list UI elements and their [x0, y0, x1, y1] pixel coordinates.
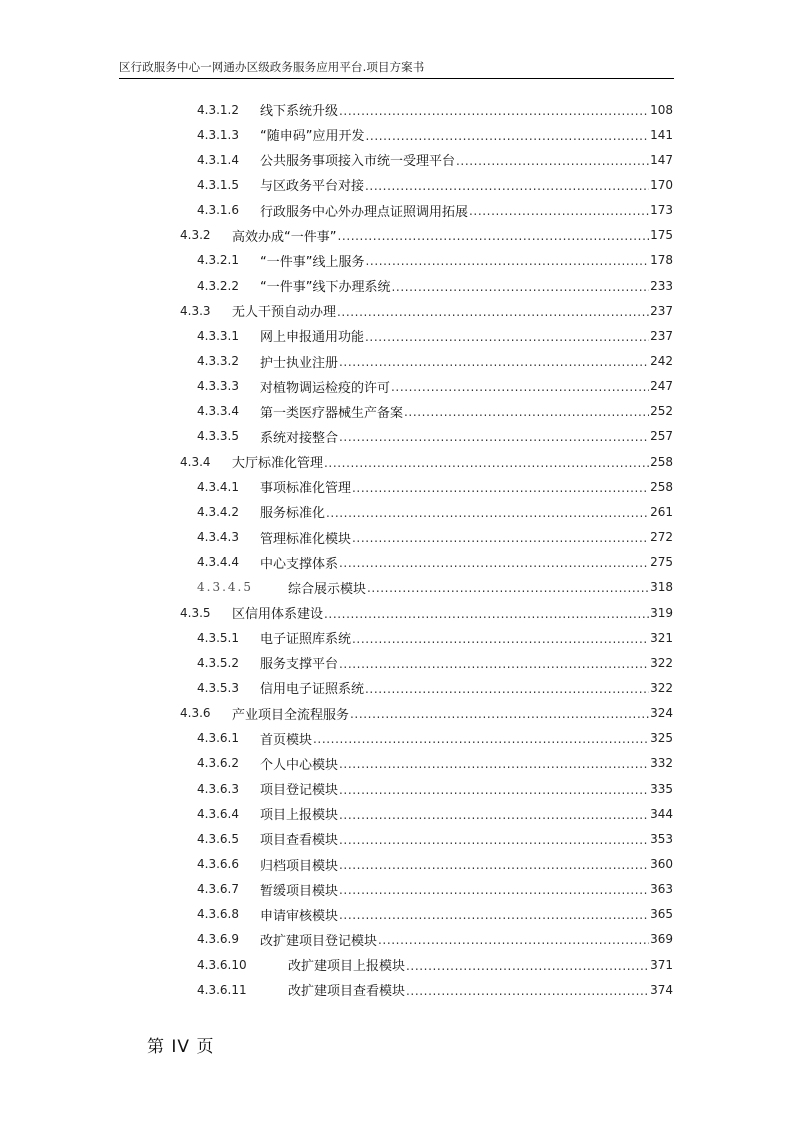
toc-entry-page: 233 — [650, 278, 673, 293]
toc-entry-page: 324 — [650, 706, 673, 721]
toc-dot-leader — [378, 933, 649, 947]
toc-dot-leader — [365, 682, 649, 696]
toc-entry-title: 电子证照库系统 — [260, 632, 352, 648]
toc-entry-title: 对植物调运检疫的许可 — [260, 380, 391, 396]
toc-entry-page: 258 — [650, 479, 673, 494]
toc-entry-title: 护士执业注册 — [260, 355, 339, 371]
toc-entry-number: 4.3.1.6 — [197, 203, 239, 218]
toc-entry-title: 事项标准化管理 — [260, 481, 352, 497]
toc-entry-number: 4.3.4 — [180, 454, 211, 469]
toc-entry-page: 258 — [650, 454, 673, 469]
toc-entry-title: 高效办成“一件事” — [232, 229, 337, 245]
toc-entry[interactable] — [197, 147, 673, 172]
toc-entry[interactable] — [197, 424, 673, 449]
toc-entry-title: 申请审核模块 — [260, 908, 339, 924]
toc-entry-number: 4.3.3.4 — [197, 404, 239, 419]
toc-entry-number: 4.3.6.4 — [197, 806, 239, 821]
toc-dot-leader — [404, 405, 649, 419]
toc-dot-leader — [367, 581, 649, 595]
toc-entry-page: 108 — [650, 102, 673, 117]
toc-entry[interactable] — [197, 575, 673, 600]
toc-entry[interactable] — [197, 952, 673, 977]
toc-entry[interactable] — [197, 97, 673, 122]
toc-dot-leader — [339, 104, 649, 118]
toc-entry-page: 360 — [650, 857, 673, 871]
toc-entry-number: 4.3.2.1 — [197, 253, 239, 268]
toc-entry-title: 中心支撑体系 — [260, 556, 339, 572]
toc-entry-title: 大厅标准化管理 — [232, 456, 324, 472]
toc-entry-title: 综合展示模块 — [288, 581, 367, 597]
toc-entry-number: 4.3.1.3 — [197, 127, 239, 142]
toc-entry-number: 4.3.1.4 — [197, 152, 239, 167]
toc-entry-page: 147 — [650, 152, 673, 167]
toc-entry-title: 管理标准化模块 — [260, 531, 352, 547]
toc-entry[interactable] — [197, 374, 673, 399]
toc-entry-title: 第一类医疗器械生产备案 — [260, 405, 404, 421]
toc-entry-page: 335 — [650, 781, 673, 796]
toc-entry-page: 170 — [650, 177, 673, 192]
toc-entry-title: 项目上报模块 — [260, 808, 339, 824]
toc-entry-page: 344 — [650, 806, 673, 821]
toc-entry[interactable] — [197, 198, 673, 223]
toc-entry-page: 325 — [650, 731, 673, 746]
toc-dot-leader — [339, 858, 649, 872]
toc-entry[interactable] — [180, 223, 673, 248]
toc-dot-leader — [365, 179, 649, 193]
header-divider — [119, 78, 674, 79]
toc-dot-leader — [339, 783, 649, 797]
toc-entry[interactable] — [197, 248, 673, 273]
toc-entry-page: 252 — [650, 404, 673, 419]
toc-entry-number: 4.3.6.7 — [197, 882, 239, 897]
toc-dot-leader — [456, 154, 649, 168]
toc-entry-page: 242 — [650, 354, 673, 368]
toc-entry-number: 4.3.5.3 — [197, 680, 239, 695]
toc-entry-number: 4.3.5.2 — [197, 655, 239, 670]
toc-entry-number: 4.3.6 — [180, 706, 211, 721]
toc-entry-title: 改扩建项目查看模块 — [288, 984, 406, 1000]
toc-entry[interactable] — [197, 726, 673, 751]
toc-entry-title: 项目登记模块 — [260, 783, 339, 799]
toc-entry-title: 首页模块 — [260, 732, 313, 748]
toc-entry-number: 4.3.1.2 — [197, 102, 239, 117]
toc-entry[interactable] — [197, 550, 673, 575]
toc-entry[interactable] — [197, 977, 673, 1002]
toc-entry-page: 247 — [650, 379, 673, 394]
toc-entry-page: 321 — [650, 630, 673, 645]
toc-entry-number: 4.3.3 — [180, 303, 211, 318]
toc-entry-number: 4.3.6.11 — [197, 982, 247, 997]
toc-entry-number: 4.3.6.1 — [197, 731, 239, 746]
toc-dot-leader — [350, 707, 649, 721]
toc-entry[interactable] — [197, 826, 673, 851]
toc-entry[interactable] — [180, 701, 673, 726]
toc-entry-title: 归档项目模块 — [260, 858, 339, 874]
toc-entry-page: 374 — [650, 982, 673, 997]
toc-entry[interactable] — [197, 499, 673, 524]
toc-entry-title: 信用电子证照系统 — [260, 682, 365, 698]
toc-dot-leader — [313, 732, 649, 746]
toc-entry[interactable] — [197, 399, 673, 424]
toc-entry-number: 4.3.6.6 — [197, 857, 239, 871]
toc-entry-number: 4.3.1.5 — [197, 177, 239, 192]
toc-entry-page: 237 — [650, 328, 673, 343]
toc-entry-number: 4.3.6.3 — [197, 781, 239, 796]
toc-entry-number: 4.3.6.2 — [197, 756, 239, 771]
toc-entry-page: 322 — [650, 680, 673, 695]
toc-entry[interactable] — [197, 323, 673, 348]
toc-entry-page: 319 — [650, 605, 673, 620]
toc-dot-leader — [339, 808, 649, 822]
toc-entry-title: 区信用体系建设 — [232, 607, 324, 622]
toc-entry-page: 272 — [650, 530, 673, 545]
toc-entry-number: 4.3.4.3 — [197, 530, 239, 545]
toc-entry[interactable] — [197, 474, 673, 499]
toc-entry[interactable] — [180, 449, 673, 474]
toc-entry-page: 257 — [650, 429, 673, 444]
toc-entry[interactable] — [197, 852, 673, 877]
toc-dot-leader — [352, 632, 649, 646]
toc-dot-leader — [324, 607, 649, 621]
toc-entry-title: 改扩建项目上报模块 — [288, 959, 406, 975]
toc-dot-leader — [339, 757, 649, 771]
toc-entry-number: 4.3.6.9 — [197, 932, 239, 947]
toc-entry-page: 175 — [650, 228, 673, 243]
page-header-title: 区行政服务中心一网通办区级政务服务应用平台.项目方案书 — [119, 60, 425, 74]
toc-entry-number: 4.3.4.2 — [197, 504, 239, 519]
toc-entry-number: 4.3.2.2 — [197, 278, 239, 293]
toc-dot-leader — [406, 959, 649, 973]
toc-dot-leader — [352, 481, 649, 495]
toc-entry-page: 173 — [650, 203, 673, 218]
toc-entry[interactable] — [197, 902, 673, 927]
toc-entry-title: 项目查看模块 — [260, 833, 339, 849]
toc-entry[interactable] — [197, 525, 673, 550]
toc-entry-number: 4.3.4.4 — [197, 555, 239, 570]
toc-entry[interactable] — [180, 600, 673, 625]
toc-entry[interactable] — [197, 751, 673, 776]
toc-entry-page: 237 — [650, 303, 673, 318]
toc-entry[interactable] — [197, 273, 673, 298]
toc-entry-title: “一件事”线上服务 — [260, 254, 365, 270]
toc-entry-number: 4.3.3.1 — [197, 328, 239, 343]
toc-entry-number: 4.3.4.1 — [197, 479, 239, 494]
toc-entry-page: 369 — [650, 932, 673, 947]
toc-entry[interactable] — [197, 349, 673, 374]
toc-entry-title: 与区政务平台对接 — [260, 179, 365, 195]
toc-entry-title: 服务标准化 — [260, 506, 326, 522]
toc-entry-title: 公共服务事项接入市统一受理平台 — [260, 154, 456, 170]
toc-entry[interactable] — [197, 122, 673, 147]
page-number-footer: 第 IV 页 — [147, 1037, 215, 1057]
toc-entry-number: 4.3.3.3 — [197, 379, 239, 394]
toc-entry-title: 产业项目全流程服务 — [232, 707, 350, 723]
toc-entry[interactable] — [197, 675, 673, 700]
toc-entry-number: 4.3.5.1 — [197, 630, 239, 645]
toc-entry-number: 4.3.6.8 — [197, 907, 239, 922]
toc-entry[interactable] — [197, 625, 673, 650]
toc-entry-title: 改扩建项目登记模块 — [260, 933, 378, 949]
toc-entry-page: 261 — [650, 504, 673, 519]
toc-entry-page: 332 — [650, 756, 673, 771]
toc-dot-leader — [324, 456, 649, 470]
toc-entry-page: 318 — [650, 580, 673, 595]
toc-dot-leader — [469, 204, 649, 218]
toc-entry-title: 个人中心模块 — [260, 757, 339, 773]
toc-dot-leader — [365, 330, 649, 344]
toc-entry-number: 4.3.3.5 — [197, 429, 239, 444]
toc-dot-leader — [337, 305, 649, 319]
toc-entry-number: 4.3.3.2 — [197, 354, 239, 368]
toc-entry[interactable] — [180, 298, 673, 323]
toc-entry[interactable] — [197, 172, 673, 197]
toc-dot-leader — [391, 280, 649, 294]
toc-entry-page: 141 — [650, 127, 673, 142]
toc-dot-leader — [337, 229, 649, 243]
toc-entry-number: 4.3.6.5 — [197, 831, 239, 846]
toc-entry[interactable] — [197, 927, 673, 952]
toc-dot-leader — [339, 833, 649, 847]
toc-entry-title: “一件事”线下办理系统 — [260, 280, 391, 296]
toc-entry-number: 4.3.2 — [180, 228, 211, 243]
toc-dot-leader — [406, 984, 649, 998]
toc-entry-title: 线下系统升级 — [260, 104, 339, 119]
toc-dot-leader — [339, 556, 649, 570]
toc-entry-page: 365 — [650, 907, 673, 922]
toc-entry-title: 服务支撑平台 — [260, 657, 339, 673]
toc-dot-leader — [339, 430, 649, 444]
toc-entry-page: 275 — [650, 555, 673, 570]
toc-dot-leader — [339, 883, 649, 897]
toc-entry-title: 行政服务中心外办理点证照调用拓展 — [260, 204, 469, 220]
toc-entry-number: 4.3.4.5 — [197, 580, 253, 595]
toc-dot-leader — [391, 380, 649, 394]
toc-entry-page: 322 — [650, 655, 673, 670]
toc-entry-number: 4.3.5 — [180, 605, 211, 620]
toc-entry-page: 371 — [650, 957, 673, 972]
toc-entry-page: 178 — [650, 253, 673, 268]
toc-entry[interactable] — [197, 776, 673, 801]
toc-entry-title: 无人干预自动办理 — [232, 305, 337, 321]
toc-entry-title: “随申码”应用开发 — [260, 129, 365, 145]
toc-entry-title: 暂缓项目模块 — [260, 883, 339, 899]
toc-entry-number: 4.3.6.10 — [197, 957, 247, 972]
toc-entry-page: 353 — [650, 831, 673, 846]
toc-dot-leader — [339, 355, 649, 369]
toc-entry[interactable] — [197, 650, 673, 675]
toc-dot-leader — [339, 908, 649, 922]
toc-dot-leader — [326, 506, 649, 520]
toc-dot-leader — [352, 531, 649, 545]
toc-entry-page: 363 — [650, 882, 673, 897]
toc-dot-leader — [365, 129, 649, 143]
toc-entry[interactable] — [197, 801, 673, 826]
toc-dot-leader — [339, 657, 649, 671]
toc-dot-leader — [365, 254, 649, 268]
toc-entry[interactable] — [197, 877, 673, 902]
toc-entry-title: 系统对接整合 — [260, 430, 339, 446]
toc-entry-title: 网上申报通用功能 — [260, 330, 365, 346]
